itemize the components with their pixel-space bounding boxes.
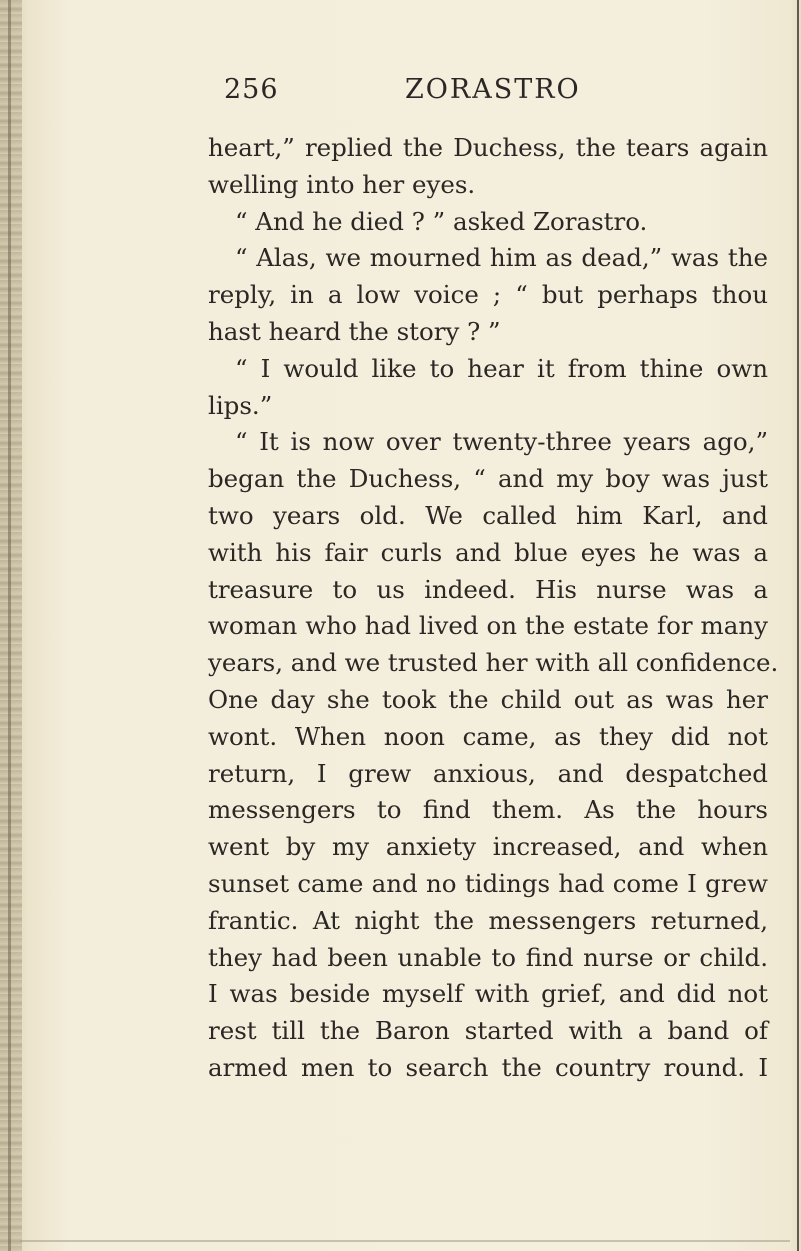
text-line: rest till the Baron started with a band of bbox=[208, 1016, 768, 1046]
text-line: hast heard the story ? ” bbox=[208, 316, 501, 346]
text-line: they had been unable to find nurse or child. bbox=[208, 942, 768, 972]
text-line: I was beside myself with grief, and did not bbox=[208, 979, 768, 1009]
page-right-edge bbox=[797, 0, 799, 1251]
book-gutter bbox=[0, 0, 22, 1251]
text-line: “ It is now over twenty-three years ago,” bbox=[234, 427, 768, 457]
text-line: “ Alas, we mourned him as dead,” was the bbox=[234, 243, 768, 273]
text-line: with his fair curls and blue eyes he was a bbox=[208, 537, 768, 567]
gutter-binding-line bbox=[8, 0, 11, 1251]
text-line: sunset came and no tidings had come I grew bbox=[208, 868, 768, 898]
body-text bbox=[208, 130, 779, 1087]
text-line: wont. When noon came, as they did not bbox=[208, 721, 768, 751]
running-head-title: ZORASTRO bbox=[405, 74, 581, 105]
text-line: treasure to us indeed. His nurse was a bbox=[208, 574, 768, 604]
page-number: 256 bbox=[224, 74, 279, 105]
text-line: went by my anxiety increased, and when bbox=[208, 832, 768, 862]
text-line: “ I would like to hear it from thine own bbox=[234, 353, 768, 383]
running-header bbox=[0, 74, 801, 114]
text-line: messengers to find them. As the hours bbox=[208, 795, 768, 825]
text-line: years, and we trusted her with all confidence. bbox=[208, 648, 779, 678]
text-line: woman who had lived on the estate for many bbox=[208, 611, 768, 641]
text-line: two years old. We called him Karl, and bbox=[208, 500, 768, 530]
text-line: armed men to search the country round. I bbox=[208, 1052, 768, 1082]
page-bottom-edge bbox=[20, 1240, 790, 1242]
text-line: heart,” replied the Duchess, the tears again bbox=[208, 133, 768, 162]
text-line: One day she took the child out as was her bbox=[208, 684, 768, 714]
text-line: “ And he died ? ” asked Zorastro. bbox=[234, 206, 648, 236]
text-line: began the Duchess, “ and my boy was just bbox=[208, 464, 768, 494]
text-line: return, I grew anxious, and despatched bbox=[208, 758, 768, 788]
text-line: reply, in a low voice ; “ but perhaps thou bbox=[208, 280, 768, 310]
text-line: lips.” bbox=[208, 390, 273, 420]
text-line: frantic. At night the messengers returned, bbox=[208, 905, 768, 935]
text-line: welling into her eyes. bbox=[208, 169, 476, 199]
